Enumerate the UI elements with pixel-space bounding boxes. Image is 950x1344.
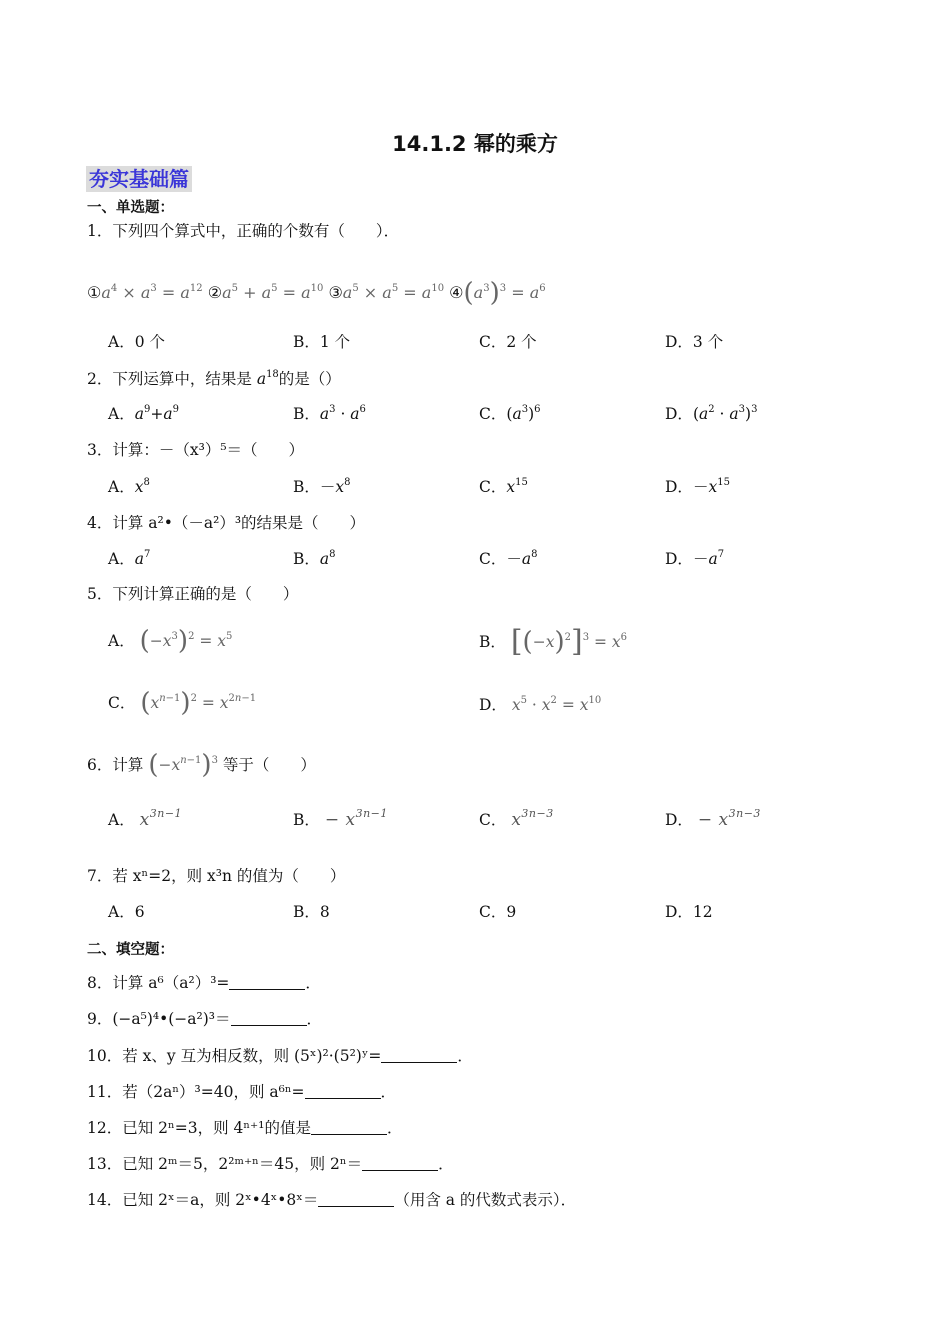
answer-blank[interactable] bbox=[318, 1192, 394, 1207]
circled-1: ① bbox=[87, 283, 102, 302]
circled-3: ③ bbox=[328, 283, 343, 302]
question-5-option-b: B． $[(-x)^2]^3 = x^6$ bbox=[479, 624, 628, 659]
answer-blank[interactable] bbox=[229, 975, 305, 990]
question-5-stem: 5．下列计算正确的是（ ） bbox=[87, 585, 299, 603]
question-4-option-a: A．$a^7$ bbox=[108, 549, 151, 568]
question-7-stem: 7．若 xⁿ=2，则 x³n 的值为（ ） bbox=[87, 867, 346, 885]
question-1-option-a: A．0 个 bbox=[108, 333, 165, 351]
question-1-stem: 1．下列四个算式中，正确的个数有（ ）． bbox=[87, 222, 400, 240]
formula-2: $a^5 + a^5 = a^{10}$ bbox=[222, 283, 324, 302]
question-7-option-c: C．9 bbox=[479, 903, 517, 921]
question-12: 12．已知 2ⁿ=3，则 4ⁿ⁺¹的值是 ． bbox=[87, 1119, 403, 1137]
question-10: 10．若 x、y 互为相反数，则 (5ˣ)²·(5²)ʸ= ． bbox=[87, 1047, 473, 1065]
question-14: 14．已知 2ˣ＝a，则 2ˣ•4ˣ•8ˣ＝ （用含 a 的代数式表示）． bbox=[87, 1191, 577, 1209]
question-3-option-c: C．$x^{15}$ bbox=[479, 477, 528, 496]
question-2-option-b: B．$a^3 \cdot a^6$ bbox=[293, 404, 366, 423]
answer-blank[interactable] bbox=[311, 1120, 387, 1135]
part-heading-single-choice: 一、单选题： bbox=[87, 200, 174, 216]
question-7-option-b: B．8 bbox=[293, 903, 330, 921]
part-heading-fill-blank: 二、填空题： bbox=[87, 942, 174, 958]
question-4-option-b: B．$a^8$ bbox=[293, 549, 336, 568]
circled-4: ④ bbox=[449, 283, 464, 302]
question-2-option-c: C．$(a^3)^6$ bbox=[479, 404, 541, 423]
question-13: 13．已知 2ᵐ＝5，2²ᵐ⁺ⁿ＝45，则 2ⁿ＝ ． bbox=[87, 1155, 454, 1173]
question-4-option-d: D．$-a^7$ bbox=[665, 549, 725, 568]
formula-1: $a^4 \times a^3 = a^{12}$ bbox=[101, 283, 203, 302]
question-2-option-d: D．$(a^2 \cdot a^3)^3$ bbox=[665, 404, 758, 423]
question-6-option-c: C． $x^{3n-3}$ bbox=[479, 807, 554, 830]
section-heading: 夯实基础篇 bbox=[86, 166, 192, 192]
question-1-option-d: D．3 个 bbox=[665, 333, 724, 351]
question-8: 8．计算 a⁶（a²）³= ． bbox=[87, 974, 321, 992]
question-1-formula bbox=[87, 278, 546, 308]
question-6-option-b: B． − $x^{3n-1}$ bbox=[293, 807, 388, 830]
answer-blank[interactable] bbox=[231, 1011, 307, 1026]
circled-2: ② bbox=[207, 283, 223, 302]
question-7-option-d: D．12 bbox=[665, 903, 713, 921]
question-6-stem: 6．计算 $(-x^{n-1})^3$ 等于（ ） bbox=[87, 750, 316, 780]
answer-blank[interactable] bbox=[305, 1084, 381, 1099]
question-3-stem: 3．计算：－（x³）⁵＝（ ） bbox=[87, 441, 305, 459]
question-2-stem: 2．下列运算中，结果是 $a^{18}$的是（） bbox=[87, 369, 341, 388]
question-6-option-d: D． − $x^{3n-3}$ bbox=[665, 807, 761, 830]
question-2-option-a: A．$a^9+a^9$ bbox=[108, 404, 179, 423]
question-5-option-a: A． $(-x^3)^2 = x^5$ bbox=[108, 626, 233, 656]
question-9: 9．(−a⁵)⁴•(−a²)³＝ ． bbox=[87, 1010, 323, 1028]
formula-4: $(a^3)^3 = a^6$ bbox=[463, 278, 546, 308]
question-7-option-a: A．6 bbox=[108, 903, 145, 921]
answer-blank[interactable] bbox=[362, 1156, 438, 1171]
answer-blank[interactable] bbox=[381, 1048, 457, 1063]
question-3-option-b: B．$-x^8$ bbox=[293, 477, 351, 496]
question-5-option-c: C． $(x^{n-1})^2 = x^{2n-1}$ bbox=[108, 688, 257, 718]
question-1-option-c: C．2 个 bbox=[479, 333, 537, 351]
question-3-option-d: D．$-x^{15}$ bbox=[665, 477, 730, 496]
question-4-option-c: C．$-a^8$ bbox=[479, 549, 538, 568]
question-4-stem: 4．计算 a²•（－a²）³的结果是（ ） bbox=[87, 514, 366, 532]
question-11: 11．若（2aⁿ）³=40，则 a⁶ⁿ= ． bbox=[87, 1083, 397, 1101]
question-1-option-b: B．1 个 bbox=[293, 333, 351, 351]
question-3-option-a: A．$x^8$ bbox=[108, 477, 150, 496]
question-5-option-d: D． $x^5 \cdot x^2 = x^{10}$ bbox=[479, 695, 602, 714]
page-title: 14.1.2 幂的乘方 bbox=[392, 132, 558, 156]
formula-3: $a^5 \times a^5 = a^{10}$ bbox=[342, 283, 445, 302]
question-6-option-a: A． $x^{3n-1}$ bbox=[108, 807, 183, 830]
